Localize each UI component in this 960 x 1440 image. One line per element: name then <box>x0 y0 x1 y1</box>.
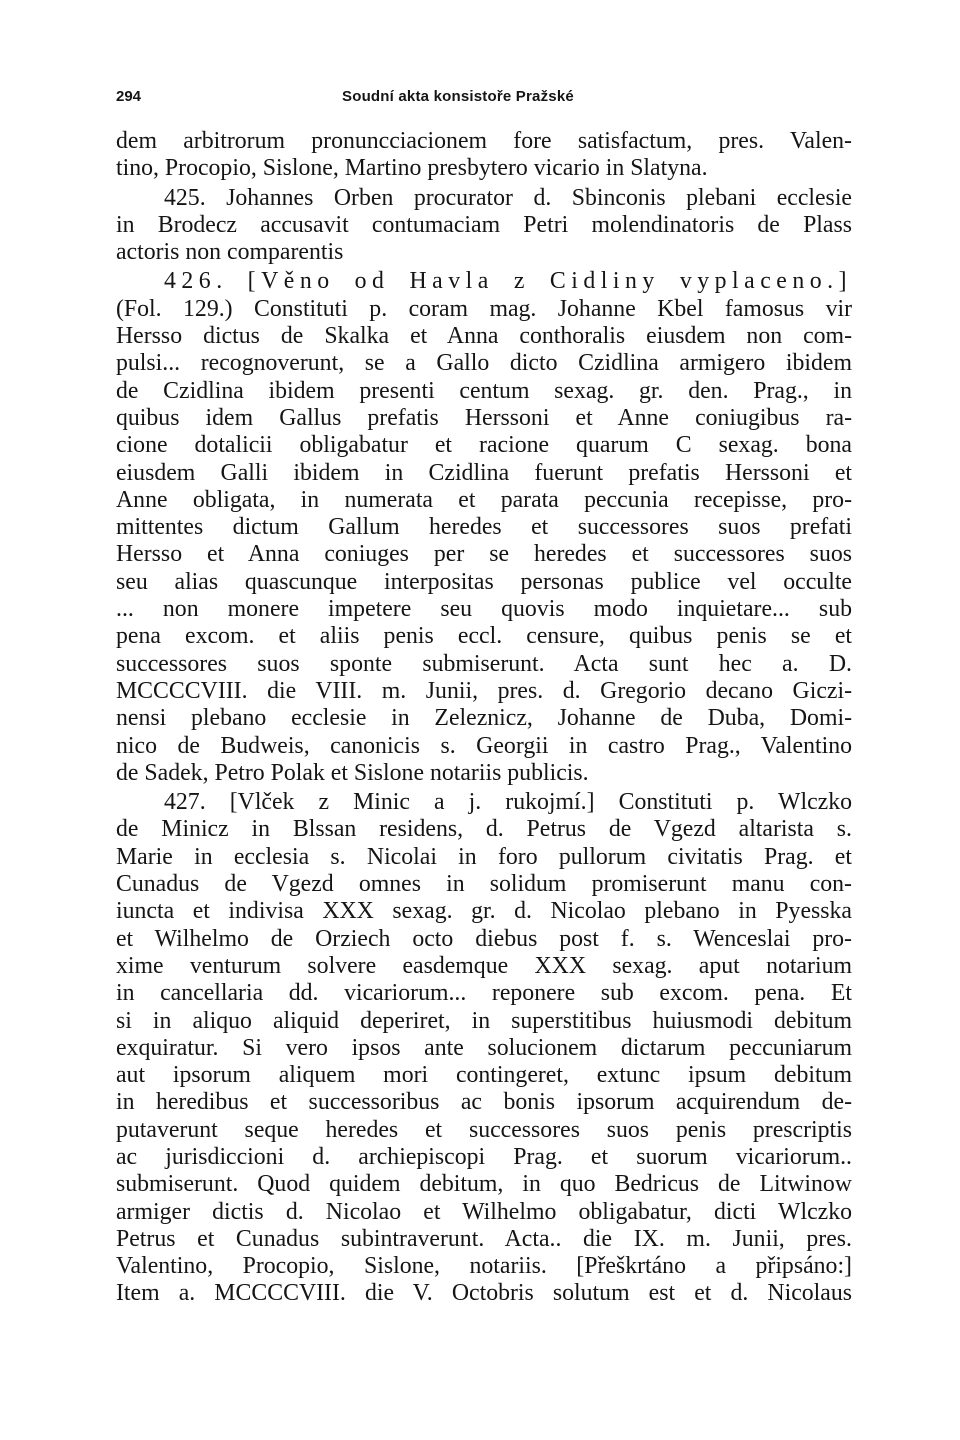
text-line: Item a. MCCCCVIII. die V. Octobris solutum est et d. Nicolaus <box>116 1280 852 1307</box>
text-line: putaverunt seque heredes et successores suos penis prescriptis <box>116 1116 852 1143</box>
body-text <box>116 128 852 1308</box>
text-line: Anne obligata, in numerata et parata peccunia recepisse, pro- <box>116 486 852 513</box>
text-line: pena excom. et aliis penis eccl. censure, quibus penis se et <box>116 623 852 650</box>
running-title: Soudní akta konsistoře Pražské <box>342 88 574 105</box>
text-line: nensi plebano ecclesie in Zeleznicz, Johanne de Duba, Domi- <box>116 705 852 732</box>
text-line: eiusdem Galli ibidem in Czidlina fuerunt prefatis Herssoni et <box>116 459 852 486</box>
text-line: in heredibus et successoribus ac bonis ipsorum acquirendum de- <box>116 1089 852 1116</box>
text-line: quibus idem Gallus prefatis Herssoni et Anne coniugibus ra- <box>116 404 852 431</box>
text-line: tino, Procopio, Sislone, Martino presbytero vicario in Slatyna. <box>116 155 708 182</box>
text-line: armiger dictis d. Nicolao et Wilhelmo obligabatur, dicti Wlczko <box>116 1198 852 1225</box>
text-line: successores suos sponte submiserunt. Acta sunt hec a. D. <box>116 650 852 677</box>
text-line: actoris non comparentis <box>116 239 344 266</box>
text-line: exquiratur. Si vero ipsos ante solucionem dictarum peccuniarum <box>116 1034 852 1061</box>
text-line: in cancellaria dd. vicariorum... reponere sub excom. pena. Et <box>116 980 852 1007</box>
text-line: aut ipsorum aliquem mori contingeret, extunc ipsum debitum <box>116 1062 852 1089</box>
entry-427-text: 427. [Vlček z Minic a j. rukojmí.] Constituti p. Wlczko <box>164 789 852 816</box>
page-header <box>116 88 852 128</box>
text-line: Valentino, Procopio, Sislone, notariis. [Přeškrtáno a připsáno:] <box>116 1253 852 1280</box>
document-page <box>116 88 852 1308</box>
text-line: Cunadus de Vgezd omnes in solidum promiserunt manu con- <box>116 871 852 898</box>
text-line: de Czidlina ibidem presenti centum sexag. gr. den. Prag., in <box>116 377 852 404</box>
entry-426-heading: 426. [Věno od Havla z Cidliny vyplaceno.] <box>164 268 852 295</box>
text-line: Marie in ecclesia s. Nicolai in foro pullorum civitatis Prag. et <box>116 843 852 870</box>
text-line: in Brodecz accusavit contumaciam Petri molendinatoris de Plass <box>116 211 852 238</box>
text-line: Petrus et Cunadus subintraverunt. Acta.. die IX. m. Junii, pres. <box>116 1225 852 1252</box>
text-line: submiserunt. Quod quidem debitum, in quo Bedricus de Litwinow <box>116 1171 852 1198</box>
text-line: nico de Budweis, canonicis s. Georgii in castro Prag., Valentino <box>116 732 852 759</box>
entry-425-first-line: 425. Johannes Orben procurator d. Sbinconis plebani ecclesie <box>164 184 852 211</box>
text-line: ac jurisdiccioni d. archiepiscopi Prag. et suorum vicariorum.. <box>116 1143 852 1170</box>
text-line: pulsi... recognoverunt, se a Gallo dicto Czidlina armigero ibidem <box>116 350 852 377</box>
text-line: de Sadek, Petro Polak et Sislone notariis publicis. <box>116 759 589 786</box>
text-line: Hersso dictus de Skalka et Anna conthoralis eiusdem non com- <box>116 323 852 350</box>
page-number: 294 <box>116 88 142 105</box>
text-line: (Fol. 129.) Constituti p. coram mag. Johanne Kbel famosus vir <box>116 295 852 322</box>
text-line: seu alias quascunque interpositas personas publice vel occulte <box>116 568 852 595</box>
text-line: si in aliquo aliquid deperiret, in superstitibus huiusmodi debitum <box>116 1007 852 1034</box>
text-line: iuncta et indivisa XXX sexag. gr. d. Nicolao plebano in Pyesska <box>116 898 852 925</box>
text-line: ... non monere impetere seu quovis modo inquietare... sub <box>116 596 852 623</box>
text-line: mittentes dictum Gallum heredes et successores suos prefati <box>116 514 852 541</box>
entry-427-first-line <box>116 789 852 816</box>
text-line: MCCCCVIII. die VIII. m. Junii, pres. d. Gregorio decano Giczi- <box>116 677 852 704</box>
text-line: et Wilhelmo de Orziech octo diebus post f. s. Wenceslai pro- <box>116 925 852 952</box>
text-line: xime venturum solvere easdemque XXX sexag. aput notarium <box>116 952 852 979</box>
text-line: dem arbitrorum pronuncciacionem fore satisfactum, pres. Valen- <box>116 128 852 154</box>
text-line: Hersso et Anna coniuges per se heredes et successores suos <box>116 541 852 568</box>
text-line: cione dotalicii obligabatur et racione quarum C sexag. bona <box>116 432 852 459</box>
text-line: de Minicz in Blssan residens, d. Petrus de Vgezd altarista s. <box>116 816 852 843</box>
